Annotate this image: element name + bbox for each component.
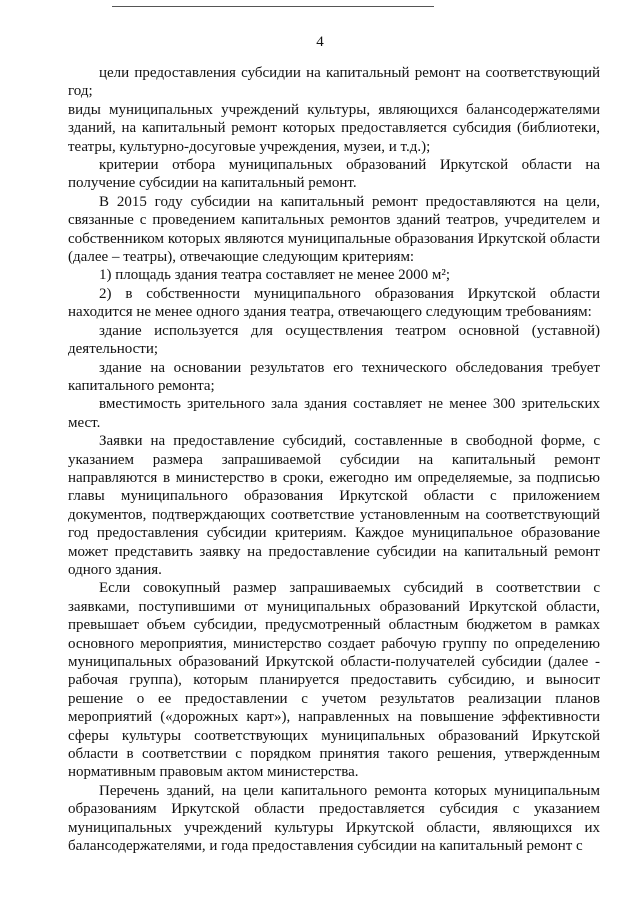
top-rule	[112, 6, 434, 7]
paragraph-requirement-capacity: вместимость зрительного зала здания составляет не менее 300 зрительских мест.	[68, 396, 600, 431]
paragraph-requirement-usage: здание используется для осуществления театром основной (уставной) деятельности;	[68, 322, 600, 358]
paragraph-requirement-repair: здание на основании результатов его технического обследования требует капитального ремонта;	[68, 359, 600, 394]
paragraph-criterion-area: 1) площадь здания театра составляет не менее 2000 м²;	[99, 267, 451, 284]
paragraph-applications: Заявки на предоставление субсидий, составленные в свободной форме, с указанием размера запрашиваемой субсидии на капитальный ремонт направляются в министерство в сроки, ежегодно им определяемые, за подписью главы муниципального образования Иркутской области с приложением документов, подтверждающих соответствие установленным на соответствующий год предоставления субсидии критериям. Каждое муниципальное образование может представить заявку на предоставление субсидии на капитальный ремонт одного здания.	[68, 433, 600, 578]
paragraph-goals: цели предоставления субсидии на капитальный ремонт на соответствующий год;	[68, 65, 600, 100]
paragraph-criterion-ownership: 2) в собственности муниципального образования Иркутской области находится не менее одного здания театра, отвечающего следующим требованиям:	[68, 285, 600, 321]
paragraph-selection-criteria: критерии отбора муниципальных образований Иркутской области на получение субсидии на капитальный ремонт.	[68, 157, 600, 192]
paragraph-2015-subsidies: В 2015 году субсидии на капитальный ремонт предоставляются на цели, связанные с проведением капитальных ремонтов зданий театров, учредителем и собственником которых являются муниципальные образования Иркутской области (далее – театры), отвечающие следующим критериям:	[68, 193, 600, 266]
paragraph-working-group: Если совокупный размер запрашиваемых субсидий в соответствии с заявками, поступившими от муниципальных образований Иркутской области, превышает объем субсидии, предусмотренный областным бюджетом в рамках основного мероприятия, министерство создает рабочую группу по определению муниципальных образований Иркутской области-получателей субсидии (далее - рабочая группа), которым планируется предоставить субсидию, и выносит решение о ее предоставлении с учетом результатов реализации планов мероприятий («дорожных карт»), направленных на повышение эффективности сферы культуры соответствующих муниципальных образований Иркутской области в соответствии с порядком принятия такого решения, утвержденным нормативным правовым актом министерства.	[68, 580, 600, 781]
page-number: 4	[316, 34, 324, 50]
paragraph-building-list: Перечень зданий, на цели капитального ремонта которых муниципальным образованиям Иркутской области предоставляется субсидия с указанием муниципальных учреждений культуры Иркутской области, являющихся их балансодержателями, и года предоставления субсидии на капитальный ремонт с	[68, 782, 600, 855]
paragraph-institution-types: виды муниципальных учреждений культуры, являющихся балансодержателями зданий, на капитальный ремонт которых предоставляется субсидия (библиотеки, театры, культурно-досуговые учреждения, музеи, и т.д.);	[68, 101, 600, 155]
document-body	[68, 64, 600, 855]
